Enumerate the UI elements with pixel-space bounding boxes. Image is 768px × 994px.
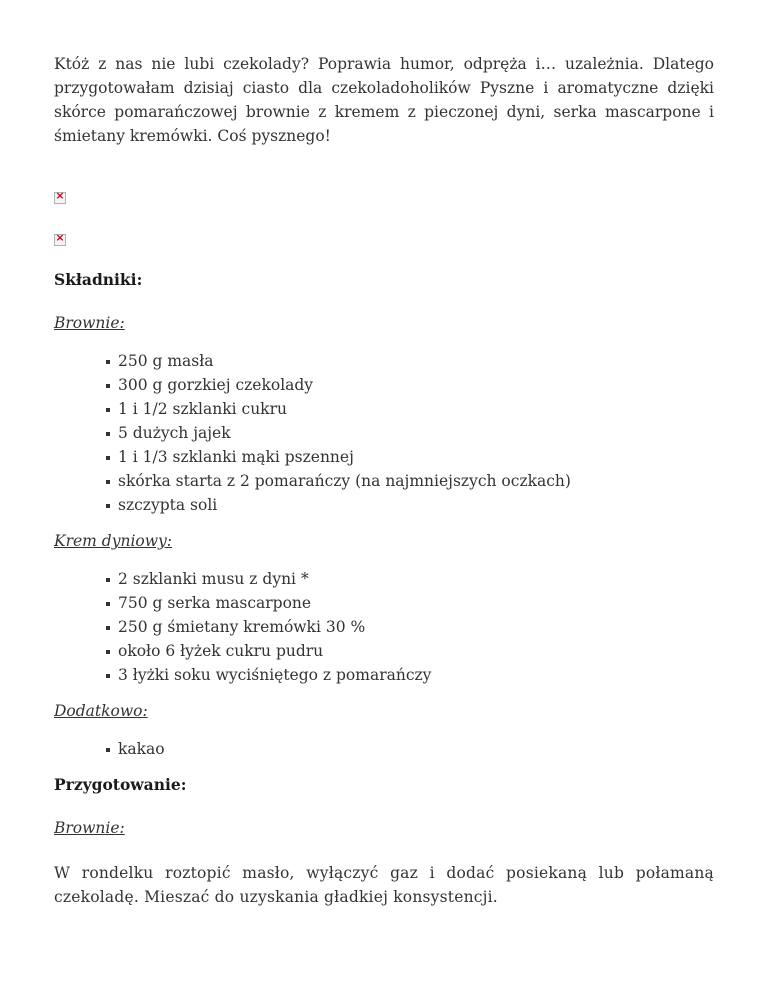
- list-item: 5 dużych jajek: [118, 421, 714, 445]
- extra-subheading: Dodatkowo:: [54, 702, 148, 720]
- broken-image-icon[interactable]: [54, 192, 66, 204]
- list-item: 1 i 1/3 szklanki mąki pszennej: [118, 445, 714, 469]
- list-item: 1 i 1/2 szklanki cukru: [118, 397, 714, 421]
- list-item: 250 g śmietany kremówki 30 %: [118, 615, 714, 639]
- cream-ingredients-list: [54, 567, 714, 687]
- list-item: 250 g masła: [118, 349, 714, 373]
- list-item: 3 łyżki soku wyciśniętego z pomarańczy: [118, 663, 714, 687]
- broken-image-icon[interactable]: [54, 234, 66, 246]
- preparation-heading: Przygotowanie:: [54, 775, 187, 794]
- list-item: kakao: [118, 737, 714, 761]
- intro-paragraph: Któż z nas nie lubi czekolady? Poprawia humor, odpręża i… uzależnia. Dlatego przygotowałam dzisiaj ciasto dla czekoladoholików Pyszne i aromatyczne dzięki skórce pomarańczowej brownie z kremem z pieczonej dyni, serka mascarpone i śmietany kremówki. Coś pysznego!: [54, 55, 714, 145]
- cream-subheading: Krem dyniowy:: [54, 532, 172, 550]
- brownie-ingredients-list: [54, 349, 714, 517]
- list-item: 300 g gorzkiej czekolady: [118, 373, 714, 397]
- extra-ingredients-list: [54, 737, 714, 761]
- preparation-paragraph: W rondelku roztopić masło, wyłączyć gaz i dodać posiekaną lub połamaną czekoladę. Mieszać do uzyskania gładkiej konsystencji.: [54, 864, 714, 906]
- brownie-subheading: Brownie:: [54, 314, 125, 332]
- ingredients-heading: Składniki:: [54, 270, 143, 289]
- list-item: około 6 łyżek cukru pudru: [118, 639, 714, 663]
- preparation-brownie-subheading: Brownie:: [54, 819, 125, 837]
- list-item: szczypta soli: [118, 493, 714, 517]
- list-item: 2 szklanki musu z dyni *: [118, 567, 714, 591]
- list-item: skórka starta z 2 pomarańczy (na najmniejszych oczkach): [118, 469, 714, 493]
- list-item: 750 g serka mascarpone: [118, 591, 714, 615]
